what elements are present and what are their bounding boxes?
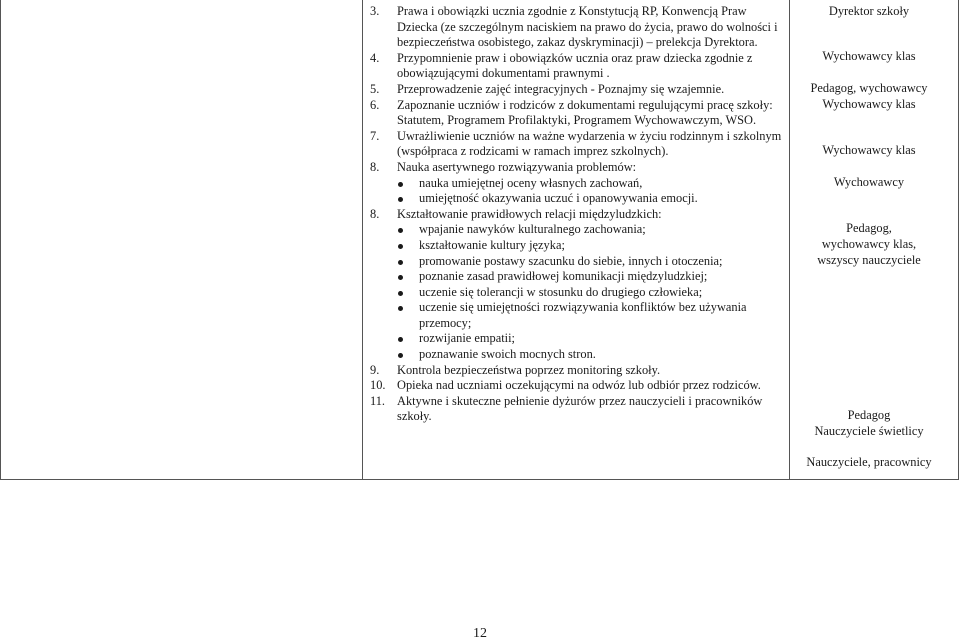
numbered-item [364, 4, 786, 51]
item-text: Przypomnienie praw i obowiązków ucznia oraz praw dziecka zgodnie z obowiązującymi dokumentami prawnymi . [397, 50, 753, 81]
responsible-entry: Nauczyciele, pracownicy [806, 455, 932, 469]
item-number: 6. [370, 97, 380, 112]
bullet-icon [398, 182, 403, 187]
bullet-icon [398, 275, 403, 280]
item-text: Przeprowadzenie zajęć integracyjnych - Poznajmy się wzajemnie. [397, 81, 725, 96]
responsible-entry: Dyrektor szkoły [828, 4, 910, 18]
item-number: 4. [370, 50, 380, 65]
table-border-left [0, 0, 1, 480]
item-text: wpajanie nawyków kulturalnego zachowania; [419, 222, 646, 237]
item-text: rozwijanie empatii; [419, 331, 515, 346]
bullet-icon [398, 306, 403, 311]
bullet-icon [398, 244, 403, 249]
item-number: 10. [370, 378, 386, 393]
bullet-item [364, 331, 786, 347]
responsible-entry: Wychowawcy klas [822, 97, 916, 111]
bullet-item [364, 238, 786, 254]
bullet-item [364, 191, 786, 207]
item-text: uczenie się tolerancji w stosunku do drugiego człowieka; [419, 284, 703, 299]
item-number: 8. [370, 159, 380, 174]
item-text: Aktywne i skuteczne pełnienie dyżurów przez nauczycieli i pracowników szkoły. [397, 393, 763, 424]
bullet-icon [398, 291, 403, 296]
page-number: 12 [473, 626, 487, 641]
responsible-entry: Pedagog, [846, 221, 892, 235]
numbered-item [364, 51, 786, 82]
item-number: 5. [370, 81, 380, 96]
item-text: Kształtowanie prawidłowych relacji międzyludzkich: [397, 206, 662, 221]
bullet-icon [398, 337, 403, 342]
tasks-column [364, 4, 786, 425]
item-number: 3. [370, 4, 380, 18]
bullet-item [364, 285, 786, 301]
item-number: 8. [370, 206, 380, 221]
table-border-right [958, 0, 959, 480]
bullet-icon [398, 197, 403, 202]
column-divider [789, 0, 790, 480]
bullet-item [364, 347, 786, 363]
responsible-entry: Wychowawcy [833, 175, 905, 189]
item-text: Prawa i obowiązki ucznia zgodnie z Konstytucją RP, Konwencją Praw Dziecka (ze szczególnym naciskiem na prawo do życia, prawo do wolności i bezpieczeństwa osobistego, zakaz dyskryminacji) – prelekcja Dyrektora. [397, 4, 778, 50]
bullet-item [364, 176, 786, 192]
item-text: kształtowanie kultury języka; [419, 237, 565, 252]
responsible-entry: Wychowawcy klas [822, 49, 916, 63]
item-text: uczenie się umiejętności rozwiązywania konfliktów bez używania przemocy; [419, 300, 747, 330]
bullet-icon [398, 228, 403, 233]
item-text: Nauka asertywnego rozwiązywania problemów: [397, 159, 637, 174]
numbered-item [364, 378, 786, 394]
item-text: Kontrola bezpieczeństwa poprzez monitoring szkoły. [397, 362, 661, 377]
responsible-entry: Nauczyciele świetlicy [814, 424, 924, 438]
responsible-entry: wychowawcy klas, [821, 237, 917, 251]
numbered-item [364, 160, 786, 176]
item-text: Opieka nad uczniami oczekującymi na odwóz lub odbiór przez rodziców. [397, 378, 761, 393]
item-text: promowanie postawy szacunku do siebie, innych i otoczenia; [419, 253, 723, 268]
bullet-item [364, 269, 786, 285]
bullet-item [364, 222, 786, 238]
numbered-item [364, 207, 786, 223]
item-text: Zapoznanie uczniów i rodziców z dokumentami regulującymi pracę szkoły: Statutem, Programem Profilaktyki, Programem Wychowawczym, WSO. [397, 97, 773, 128]
responsible-entry: wszyscy nauczyciele [817, 253, 921, 267]
item-number: 9. [370, 362, 380, 377]
responsible-entry: Pedagog [847, 408, 891, 422]
numbered-item [364, 394, 786, 425]
responsible-entry: Wychowawcy klas [822, 143, 916, 157]
item-text: umiejętność okazywania uczuć i opanowywania emocji. [419, 191, 698, 206]
numbered-item [364, 98, 786, 129]
bullet-icon [398, 260, 403, 265]
numbered-item [364, 363, 786, 379]
item-text: nauka umiejętnej oceny własnych zachowań, [419, 175, 643, 190]
item-number: 11. [370, 393, 386, 408]
table-bottom-border [0, 479, 958, 480]
bullet-icon [398, 353, 403, 358]
item-text: poznanie zasad prawidłowej komunikacji międzyludzkiej; [419, 269, 708, 284]
item-text: poznawanie swoich mocnych stron. [419, 347, 596, 362]
column-divider [362, 0, 363, 480]
bullet-item [364, 300, 786, 331]
responsible-entry: Pedagog, wychowawcy [810, 81, 928, 95]
item-text: Uwrażliwienie uczniów na ważne wydarzenia w życiu rodzinnym i szkolnym (współpraca z rodzicami w ramach imprez szkolnych). [397, 128, 782, 159]
numbered-item [364, 129, 786, 160]
item-number: 7. [370, 128, 380, 143]
numbered-item [364, 82, 786, 98]
bullet-item [364, 254, 786, 270]
